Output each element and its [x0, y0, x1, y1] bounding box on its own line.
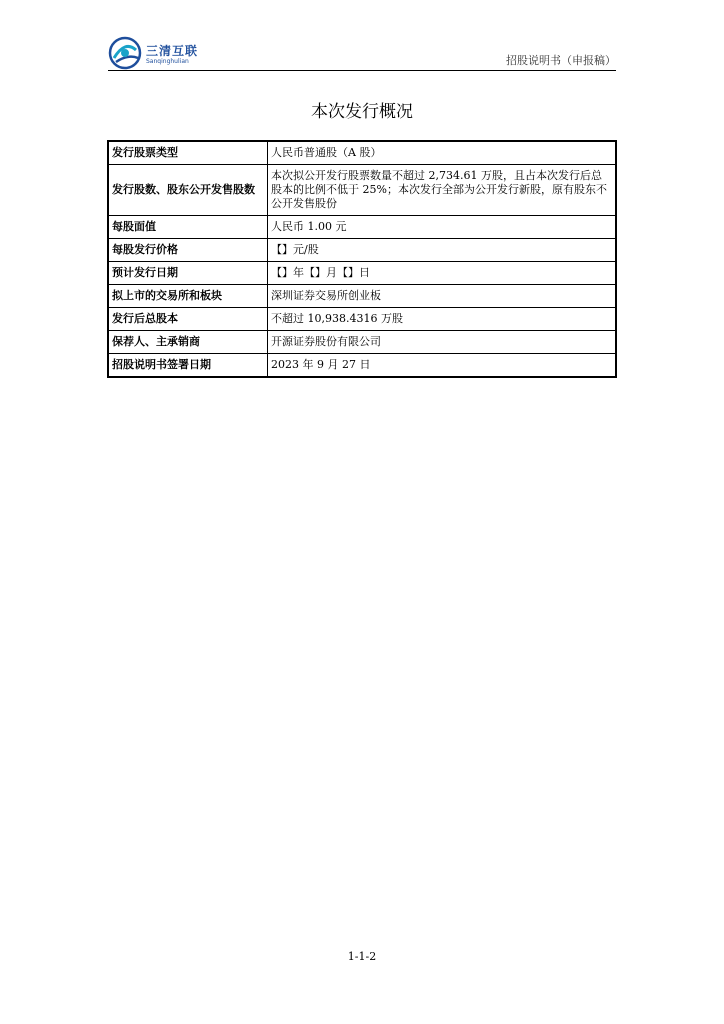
table-row: [108, 285, 616, 308]
row-value: 本次拟公开发行股票数量不超过 2,734.61 万股，且占本次发行后总股本的比例不低于 25%；本次发行全部为公开发行新股，原有股东不公开发售股份: [268, 165, 617, 216]
table-row: [108, 165, 616, 216]
row-label: 预计发行日期: [108, 262, 268, 285]
row-label: 拟上市的交易所和板块: [108, 285, 268, 308]
row-value: 人民币 1.00 元: [268, 216, 617, 239]
row-label: 每股发行价格: [108, 239, 268, 262]
row-label: 发行后总股本: [108, 308, 268, 331]
company-logo-icon: [108, 36, 142, 70]
row-value: 【】元/股: [268, 239, 617, 262]
page-number: 1-1-2: [347, 950, 377, 963]
header-divider: [108, 70, 616, 71]
company-logo: [108, 36, 208, 70]
row-label: 保荐人、主承销商: [108, 331, 268, 354]
page-title: 本次发行概况: [311, 102, 413, 122]
table-row: [108, 308, 616, 331]
row-label: 发行股数、股东公开发售股数: [108, 165, 268, 216]
table-row: [108, 239, 616, 262]
table-row: [108, 141, 616, 165]
document-label: 招股说明书（申报稿）: [506, 54, 616, 67]
table-row: [108, 262, 616, 285]
row-label: 发行股票类型: [108, 141, 268, 165]
table-row: [108, 354, 616, 378]
row-value: 2023 年 9 月 27 日: [268, 354, 617, 378]
row-value: 【】年【】月【】日: [268, 262, 617, 285]
row-value: 深圳证券交易所创业板: [268, 285, 617, 308]
table-row: [108, 216, 616, 239]
offering-overview-table: [107, 140, 617, 378]
row-value: 不超过 10,938.4316 万股: [268, 308, 617, 331]
logo-chinese-name: 三清互联: [146, 44, 199, 58]
logo-english-name: Sanqinghulian: [146, 58, 189, 65]
row-value: 开源证券股份有限公司: [268, 331, 617, 354]
row-label: 招股说明书签署日期: [108, 354, 268, 378]
page-header: [108, 36, 616, 74]
table-row: [108, 331, 616, 354]
row-value: 人民币普通股（A 股）: [268, 141, 617, 165]
row-label: 每股面值: [108, 216, 268, 239]
